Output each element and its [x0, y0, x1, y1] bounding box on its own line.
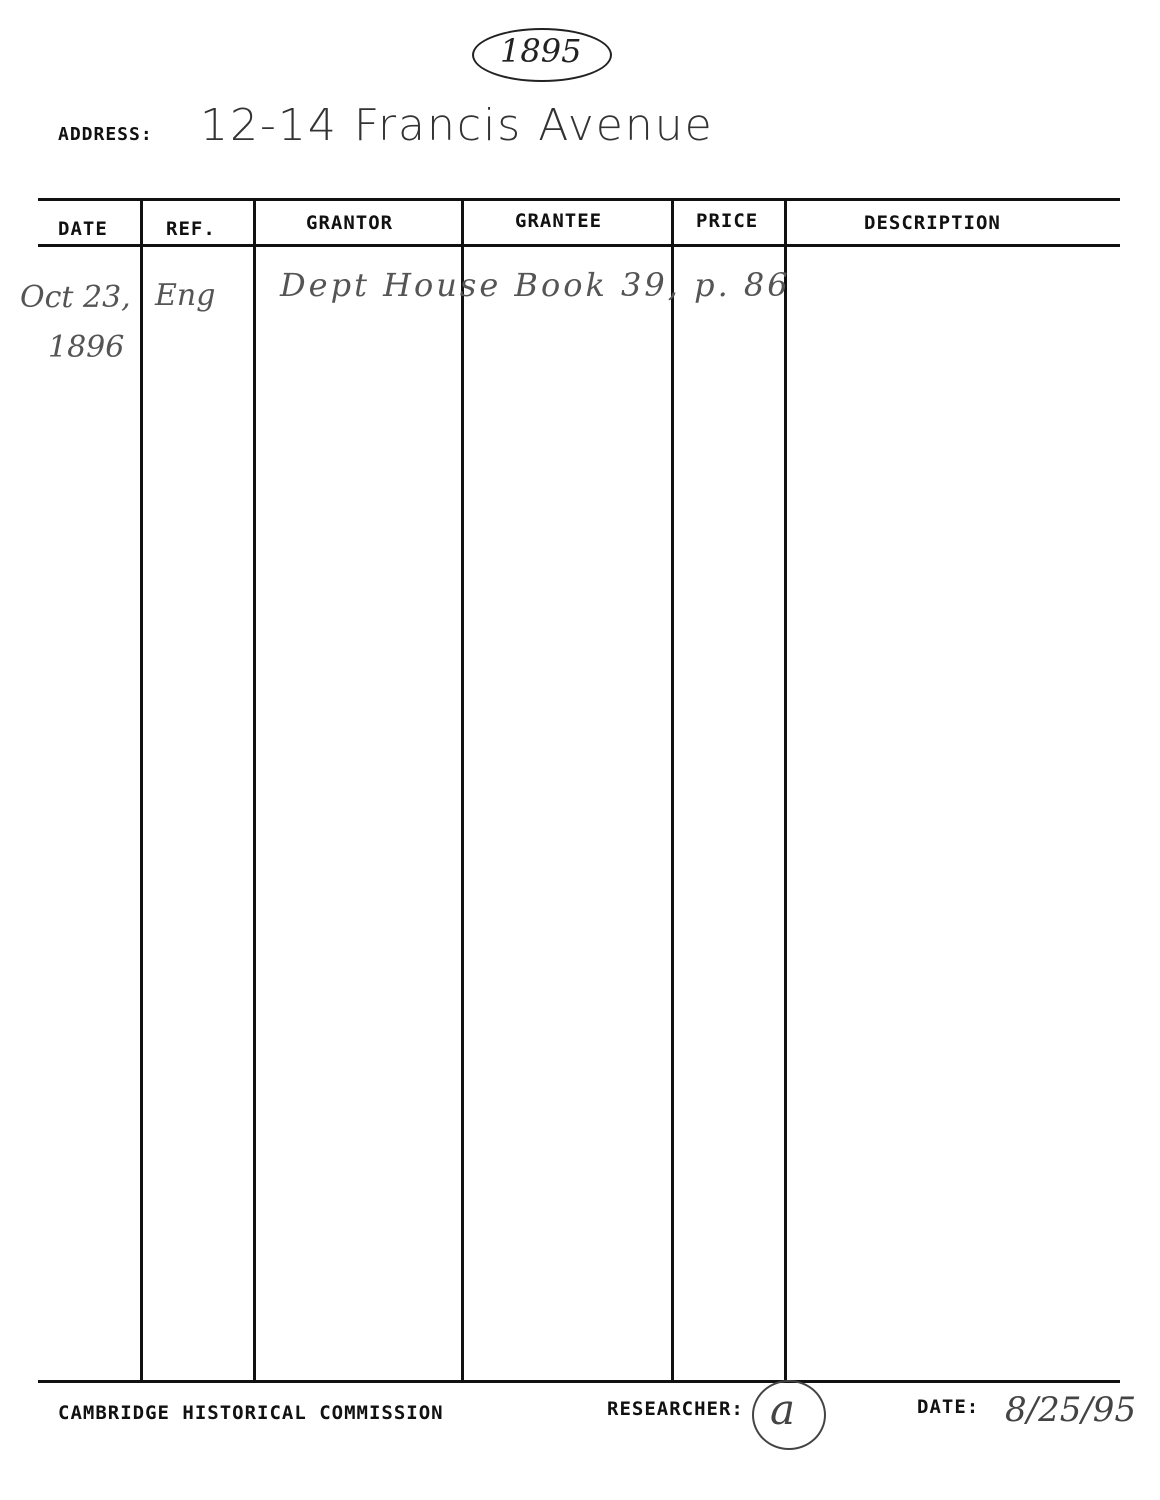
column-header-grantee: GRANTEE [515, 210, 603, 232]
address-value: 12-14 Francis Avenue [200, 100, 714, 151]
column-header-grantor: GRANTOR [306, 212, 394, 234]
column-header-ref: REF. [166, 218, 216, 240]
footer-date-value: 8/25/95 [1005, 1390, 1137, 1430]
footer-organization: CAMBRIDGE HISTORICAL COMMISSION [58, 1402, 444, 1424]
column-divider-grantor-grantee [461, 200, 464, 1380]
footer-rule [38, 1380, 1120, 1383]
year-annotation: 1895 [500, 32, 582, 70]
row-entry: Dept House Book 39, p. 86 [280, 266, 791, 304]
address-label: ADDRESS: [58, 124, 153, 145]
row-ref: Eng [155, 278, 216, 313]
column-divider-price-description [784, 200, 787, 1380]
column-divider-ref-grantor [253, 200, 256, 1380]
table-top-border [38, 198, 1120, 201]
column-header-date: DATE [58, 218, 108, 240]
footer-researcher-label: RESEARCHER: [607, 1398, 744, 1420]
researcher-initial: a [770, 1385, 796, 1434]
table-header-border [38, 244, 1120, 247]
column-header-price: PRICE [696, 210, 759, 232]
column-divider-date-ref [140, 200, 143, 1380]
column-header-description: DESCRIPTION [864, 212, 1001, 234]
row-date-line1: Oct 23, [20, 280, 131, 315]
column-divider-grantee-price [671, 200, 674, 1380]
footer-date-label: DATE: [917, 1396, 980, 1418]
row-date-line2: 1896 [48, 330, 125, 365]
